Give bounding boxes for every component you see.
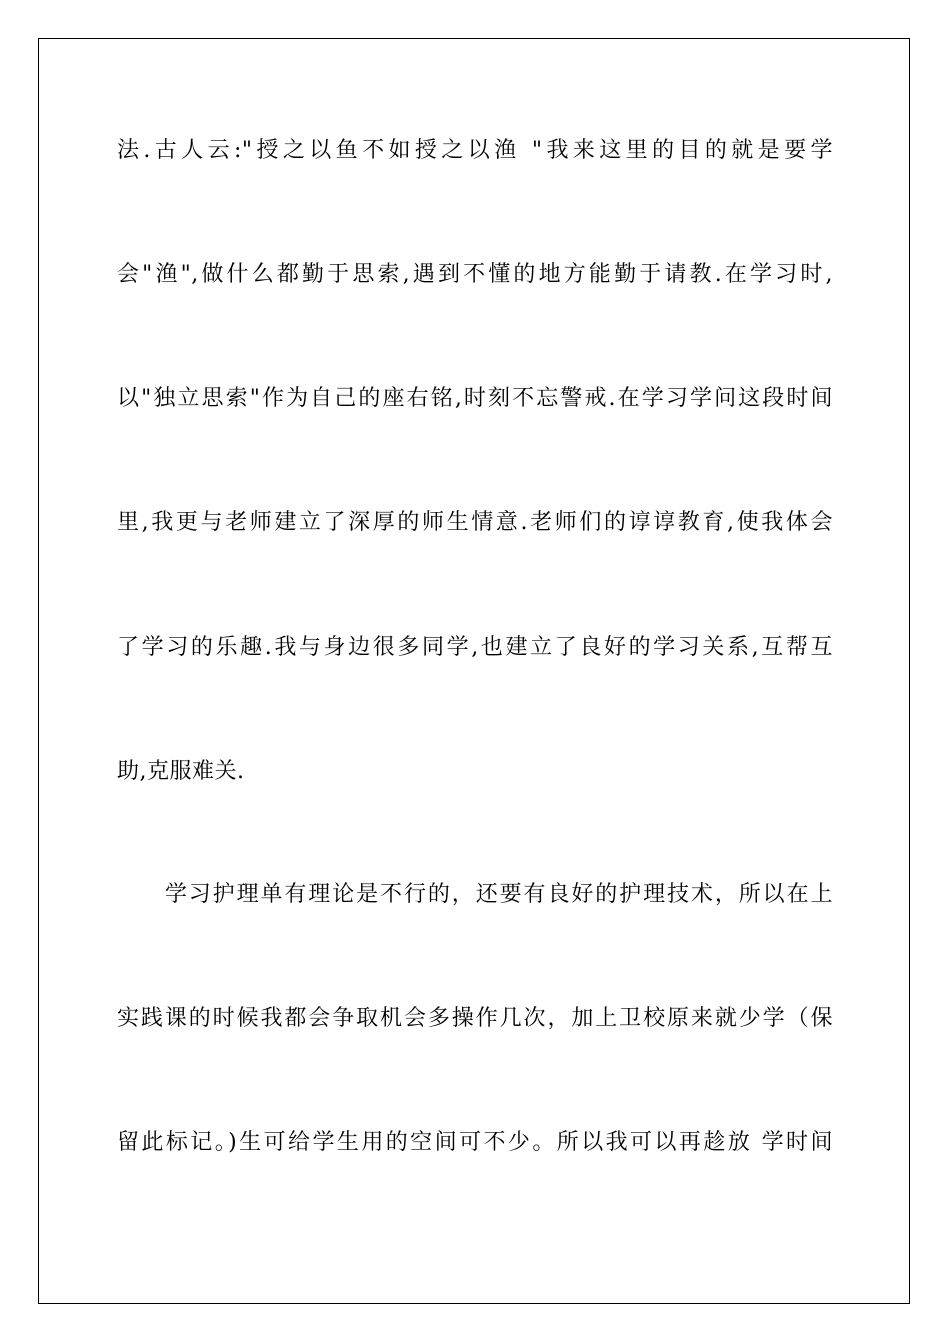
- text-line-8: 实践课的时候我都会争取机会多操作几次，加上卫校原来就少学（保: [117, 1006, 833, 1031]
- text-line-3: 以"独立思索"作为自己的座右铭,时刻不忘警戒.在学习学问这段时间: [117, 386, 833, 411]
- text-line-9: 留此标记。)生可给学生用的空间可不少。所以我可以再趁放 学时间: [117, 1130, 833, 1155]
- text-line-5: 了学习的乐趣.我与身边很多同学,也建立了良好的学习关系,互帮互: [117, 635, 833, 660]
- text-line-1: 法.古人云:"授之以鱼不如授之以渔 "我来这里的目的就是要学: [117, 138, 833, 163]
- page-border: [38, 38, 910, 1304]
- text-line-7: 学习护理单有理论是不行的，还要有良好的护理技术，所以在上: [117, 882, 833, 907]
- text-line-4: 里,我更与老师建立了深厚的师生情意.老师们的谆谆教育,使我体会: [117, 510, 833, 535]
- text-line-2: 会"渔",做什么都勤于思索,遇到不懂的地方能勤于请教.在学习时,: [117, 262, 833, 287]
- text-line-6: 助,克服难关.: [117, 759, 245, 784]
